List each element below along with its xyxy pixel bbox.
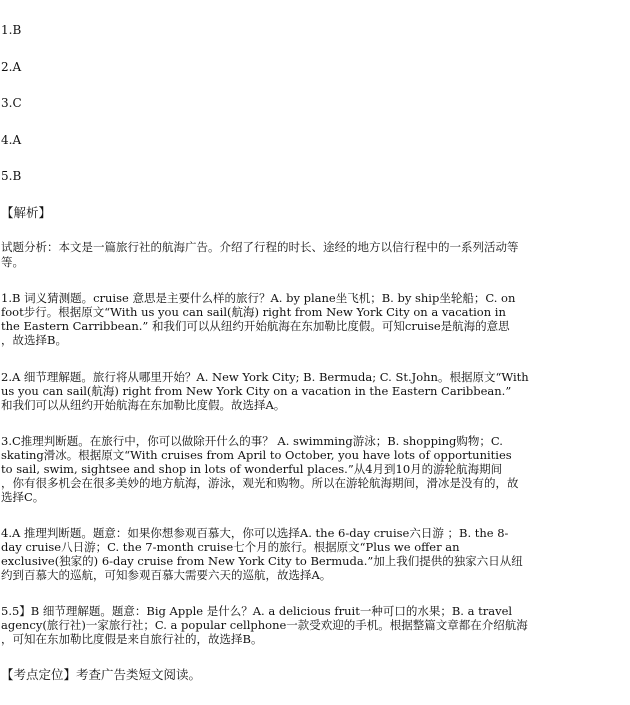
explanation-3-line: ，你有很多机会在很多美妙的地方航海，游泳，观光和购物。所以在游轮航海期间，滑冰是没有的，故 (1, 476, 519, 490)
explanation-5-line: ，可知在东加勒比度假是来自旅行社的，故选择B。 (1, 632, 263, 646)
explanation-1-line: ，故选择B。 (1, 333, 67, 347)
explanation-4-line: 约到百慕大的巡航，可知参观百慕大需要六天的巡航，故选择A。 (1, 568, 332, 582)
explanation-3-line: to sail, swim, sightsee and shop in lots of wonderful places.”从4月到10月的游轮航海期间 (1, 462, 503, 476)
summary-line: 等。 (1, 255, 24, 269)
footer-topic-note: 【考点定位】考查广告类短文阅读。 (1, 667, 202, 682)
answer-line-4: 4.A (1, 133, 22, 147)
explanation-4-line: exclusive(独家的) 6-day cruise from New York City to Bermuda.”加上我们提供的独家六日从纽 (1, 554, 523, 568)
explanation-1-line: the Eastern Carribbean.” 和我们可以从纽约开始航海在东加勒比度假。可知cruise是航海的意思 (1, 319, 510, 333)
explanation-5-line: 5.5】B 细节理解题。题意：Big Apple 是什么？A. a delicious fruit一种可口的水果；B. a travel (1, 604, 513, 618)
analysis-heading: 【解析】 (1, 205, 52, 220)
explanation-1-line: 1.B 词义猜测题。cruise 意思是主要什么样的旅行？A. by plane坐飞机；B. by ship坐轮船；C. on (1, 291, 516, 305)
explanation-3-line: 3.C推理判断题。在旅行中，你可以做除开什么的事？ A. swimming游泳；B. shopping购物；C. (1, 434, 503, 448)
summary-line: 试题分析：本文是一篇旅行社的航海广告。介绍了行程的时长、途经的地方以信行程中的一系列活动等 (1, 240, 519, 254)
explanation-4-line: day cruise八日游；C. the 7-month cruise七个月的旅行。根据原文“Plus we offer an (1, 540, 460, 554)
answer-line-1: 1.B (1, 23, 22, 37)
explanation-1-line: foot步行。根据原文“With us you can sail(航海) right from New York City on a vacation in (1, 305, 506, 319)
explanation-3-line: 选择C。 (1, 490, 45, 504)
explanation-2-line: 和我们可以从纽约开始航海在东加勒比度假。故选择A。 (1, 398, 286, 412)
explanation-2-line: 2.A 细节理解题。旅行将从哪里开始？A. New York City; B. Bermuda; C. St.John。根据原文“With (1, 370, 529, 384)
explanation-2-line: us you can sail(航海) right from New York City on a vacation in the Eastern Caribbean.” (1, 384, 512, 398)
explanation-5-line: agency(旅行社)一家旅行社；C. a popular cellphone一款受欢迎的手机。根据整篇文章都在介绍航海 (1, 618, 528, 632)
explanation-3-line: skating滑冰。根据原文“With cruises from April to October, you have lots of opportunities (1, 448, 512, 462)
explanation-4-line: 4.A 推理判断题。题意：如果你想参观百慕大，你可以选择A. the 6-day cruise六日游 ；B. the 8- (1, 526, 509, 540)
answer-line-3: 3.C (1, 96, 22, 110)
answer-line-5: 5.B (1, 169, 22, 183)
answer-line-2: 2.A (1, 60, 22, 74)
